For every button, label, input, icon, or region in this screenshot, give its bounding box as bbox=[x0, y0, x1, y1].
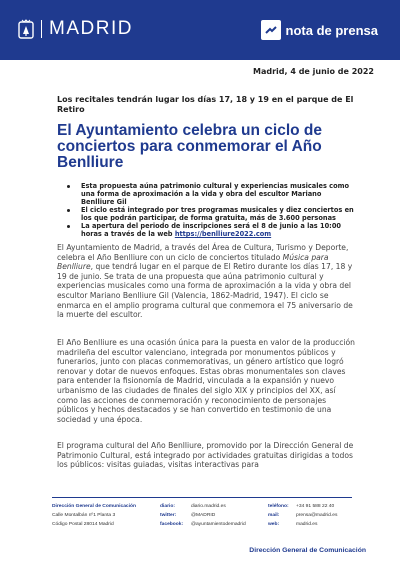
highlights-list bbox=[67, 182, 357, 238]
logo-text: MADRID bbox=[49, 18, 133, 39]
footer-facebook-link[interactable]: @ayuntamientodemadrid bbox=[191, 522, 246, 527]
footer-phone: +34 91 588 22 40 bbox=[296, 504, 335, 509]
body-paragraph-3: El programa cultural del Año Benlliure, promovido por la Dirección General de Patrimonio Cultural, está integrado por actividades gratuitas dirigidas a todos los públicos: visitas guiadas, visitas interactivas para bbox=[57, 441, 354, 470]
press-release-label: nota de prensa bbox=[285, 22, 378, 38]
footer-label: diario: bbox=[160, 504, 175, 509]
footer-web-link[interactable]: madrid.es bbox=[296, 522, 318, 527]
footer-label: web: bbox=[268, 522, 280, 527]
press-release-icon bbox=[261, 20, 281, 40]
paragraph-text: El Ayuntamiento de Madrid, a través del Área de Cultura, Turismo y Deporte, celebra el Año Benlliure con un ciclo de conciertos titulado bbox=[57, 243, 349, 262]
cycle-title: Música para Benlliure bbox=[57, 252, 329, 272]
highlight-item bbox=[67, 222, 357, 238]
highlight-text: La apertura del periodo de inscripciones será el 8 de junio a las 10:00 horas a través de la web bbox=[81, 222, 341, 238]
lead-subtitle: Los recitales tendrán lugar los días 17, 18 y 19 en el parque de El Retiro bbox=[57, 95, 354, 114]
footer-address-line: Calle Montalbán nº1 Planta 3 bbox=[52, 513, 116, 518]
highlight-item: Esta propuesta aúna patrimonio cultural y experiencias musicales como una forma de aproximación a la vida y obra del escultor Mariano Benlliure Gil bbox=[67, 182, 357, 206]
footer-divider bbox=[52, 497, 352, 498]
footer-label: mail: bbox=[268, 513, 280, 518]
press-release-badge bbox=[261, 20, 378, 40]
footer-labels-b bbox=[268, 502, 289, 529]
footer-diario-link[interactable]: diario.madrid.es bbox=[191, 504, 226, 509]
footer-label: twitter: bbox=[160, 513, 177, 518]
footer-address bbox=[52, 502, 136, 529]
footer-label: teléfono: bbox=[268, 504, 289, 509]
footer-twitter-link[interactable]: @MADRID bbox=[191, 513, 216, 518]
footer-label: facebook: bbox=[160, 522, 184, 527]
footer-org-name: Dirección General de Comunicación bbox=[52, 504, 136, 509]
headline: El Ayuntamiento celebra un ciclo de conciertos para conmemorar el Año Benlliure bbox=[57, 122, 322, 171]
body-paragraph-2: El Año Benlliure es una ocasión única para la puesta en valor de la producción madrileña del escultor valenciano, integrada por monumentos públicos y funerarios, junto con placas conmemorativas, un género artístico que logró renovar y dotar de nuevos enfoques. Estas obras monumentales son claves para entender la fisionomía de Madrid, vinculada a la expansión y nuevo urbanismo de las ciudades de finales del siglo XIX y principios del XX, así como las acciones de conmemoración y reconocimiento de personajes públicos y hechos destacados y se han convertido en testimonio de una sociedad y una época. bbox=[57, 338, 355, 424]
header-bar bbox=[0, 0, 400, 60]
footer-address-line: Código Postal 28014 Madrid bbox=[52, 522, 114, 527]
logo-divider bbox=[41, 20, 42, 38]
madrid-logo[interactable] bbox=[18, 18, 133, 40]
paragraph-text: , que tendrá lugar en el parque de El Retiro durante los días 17, 18 y 19 de junio. Se trata de una propuesta que aúna patrimonio cultural y experiencias musicales como una forma de aproximación a la vida y obra del escultor Mariano Benlliure Gil (Valencia, 1862-Madrid, 1947). El ciclo se enmarca en el amplio programa cultural que conmemora el 75 aniversario de la muerte del escultor. bbox=[57, 262, 353, 320]
footer-mail-link[interactable]: prensa@madrid.es bbox=[296, 513, 338, 518]
madrid-crest-icon bbox=[18, 19, 34, 39]
footer-values-b bbox=[296, 502, 337, 529]
footer-values-a bbox=[191, 502, 246, 529]
body-paragraph-1 bbox=[57, 243, 357, 320]
release-date: Madrid, 4 de junio de 2022 bbox=[253, 67, 374, 76]
highlight-item: El ciclo está integrado por tres programas musicales y diez conciertos en los que podrán participar, de forma gratuita, más de 3.600 personas bbox=[67, 206, 357, 222]
footer-labels-a bbox=[160, 502, 183, 529]
registration-link[interactable]: https://benlliure2022.com bbox=[174, 230, 272, 238]
footer-department: Dirección General de Comunicación bbox=[249, 547, 366, 554]
